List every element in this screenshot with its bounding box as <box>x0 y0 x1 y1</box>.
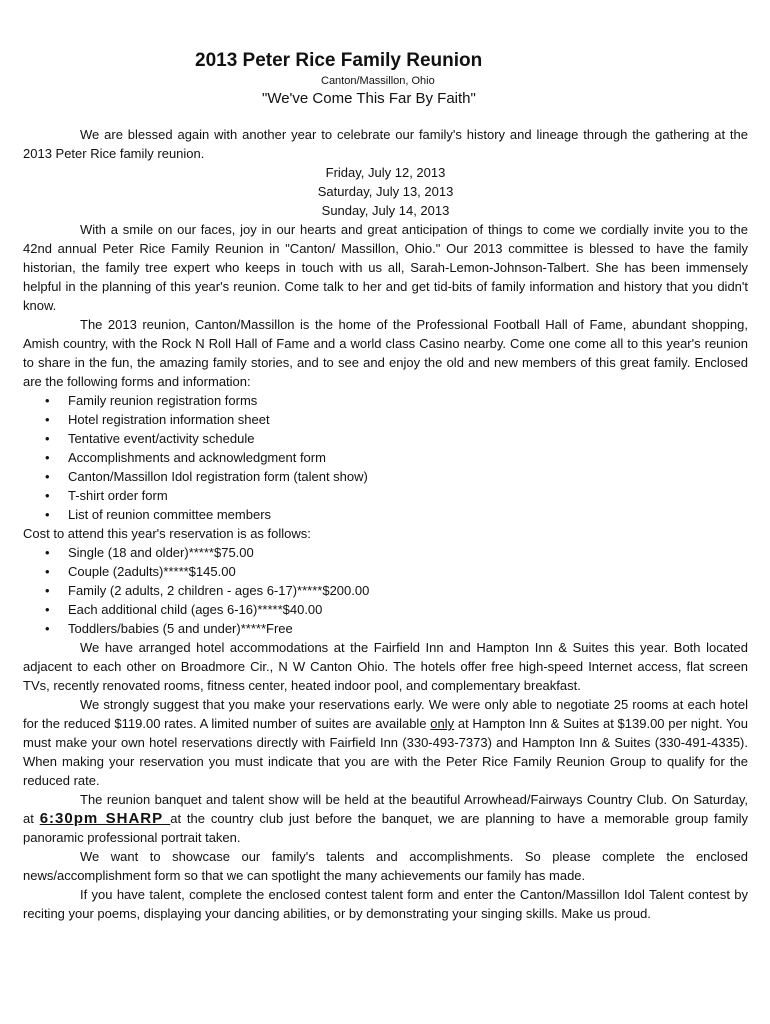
list-item: • Each additional child (ages 6-16)*****$40.00 <box>23 600 748 619</box>
reservation-text-after: at Hampton Inn & Suites at $139.00 per night. You must make your own hotel reservations directly with Fairfield Inn (330-493-7373) and Hampton Inn & Suites (330-491-4335). When making your reservation you must indicate that you are with the Peter Rice Family Reunion Group to qualify for the reduced rate. <box>23 716 749 788</box>
banquet-text-before: The reunion banquet and talent show will be held at the beautiful Arrowhead/Fairways Country Club. On Saturday, at <box>23 792 748 826</box>
list-item: • List of reunion committee members <box>23 505 748 524</box>
motto: "We've Come This Far By Faith" <box>262 90 476 107</box>
letter-page <box>23 48 748 923</box>
reservation-paragraph <box>23 695 748 790</box>
talent-paragraph: If you have talent, complete the enclosed contest talent form and enter the Canton/Massillon Idol Talent contest by reciting your poems, displaying your dancing abilities, or by demonstrating your singing skills. Make us proud. <box>23 887 748 921</box>
hotel-paragraph: We have arranged hotel accommodations at the Fairfield Inn and Hampton Inn & Suites this year. Both located adjacent to each other on Broadmore Cir., N W Canton Ohio. The hotels offer free high-speed Internet access, flat screen TVs, recently renovated rooms, fitness center, heated indoor pool, and complementary breakfast. <box>23 640 748 693</box>
intro-paragraph: We are blessed again with another year to celebrate our family's history and lineage through the gathering at the 2013 Peter Rice family reunion. <box>23 127 748 161</box>
forms-list <box>23 391 748 524</box>
list-item: • Canton/Massillon Idol registration form (talent show) <box>23 467 748 486</box>
list-item: • Tentative event/activity schedule <box>23 429 748 448</box>
invite-paragraph: With a smile on our faces, joy in our hearts and great anticipation of things to come we cordially invite you to the 42nd annual Peter Rice Family Reunion in "Canton/ Massillon, Ohio." Our 2013 committee is blessed to have the family historian, the family tree expert who keeps in touch with us all, Sarah-Lemon-Johnson-Talbert. She has been immensely helpful in the planning of this year's reunion. Come talk to her and get tid-bits of family information and history that you didn't know. <box>23 222 748 313</box>
page-title: 2013 Peter Rice Family Reunion <box>195 50 483 71</box>
list-item: • Family reunion registration forms <box>23 391 748 410</box>
date-sunday: Sunday, July 14, 2013 <box>321 203 450 218</box>
list-item: • Hotel registration information sheet <box>23 410 748 429</box>
reservation-text-before: We strongly suggest that you make your reservations early. We were only able to negotiate 25 rooms at each hotel for the reduced $119.00 rates. A limited number of suites are available <box>23 697 748 731</box>
cost-intro: Cost to attend this year's reservation is as follows: <box>23 526 311 541</box>
banquet-paragraph <box>23 790 748 847</box>
list-item: • Accomplishments and acknowledgment form <box>23 448 748 467</box>
list-item: • T-shirt order form <box>23 486 748 505</box>
list-item: • Family (2 adults, 2 children - ages 6-17)*****$200.00 <box>23 581 748 600</box>
showcase-paragraph: We want to showcase our family's talents and accomplishments. So please complete the enclosed news/accomplishment form so that we can spotlight the many achievements our family has made. <box>23 849 748 883</box>
banquet-text-after: at the country club just before the banquet, we are planning to have a memorable group family panoramic professional portrait taken. <box>23 811 748 845</box>
date-saturday: Saturday, July 13, 2013 <box>317 184 454 199</box>
location-subtitle: Canton/Massillon, Ohio <box>321 75 435 87</box>
list-item: • Couple (2adults)*****$145.00 <box>23 562 748 581</box>
only-underlined: only <box>430 716 455 731</box>
costs-list <box>23 543 748 638</box>
location-paragraph: The 2013 reunion, Canton/Massillon is the home of the Professional Football Hall of Fame, abundant shopping, Amish country, with the Rock N Roll Hall of Fame and a world class Casino nearby. Come one come all to this year's reunion to share in the fun, the amazing family stories, and to see and enjoy the old and new members of this great family. Enclosed are the following forms and information: <box>23 317 748 389</box>
time-emphasis: 6:30pm SHARP <box>39 810 171 827</box>
date-friday: Friday, July 12, 2013 <box>325 165 446 180</box>
list-item: • Single (18 and older)*****$75.00 <box>23 543 748 562</box>
list-item: • Toddlers/babies (5 and under)*****Free <box>23 619 748 638</box>
